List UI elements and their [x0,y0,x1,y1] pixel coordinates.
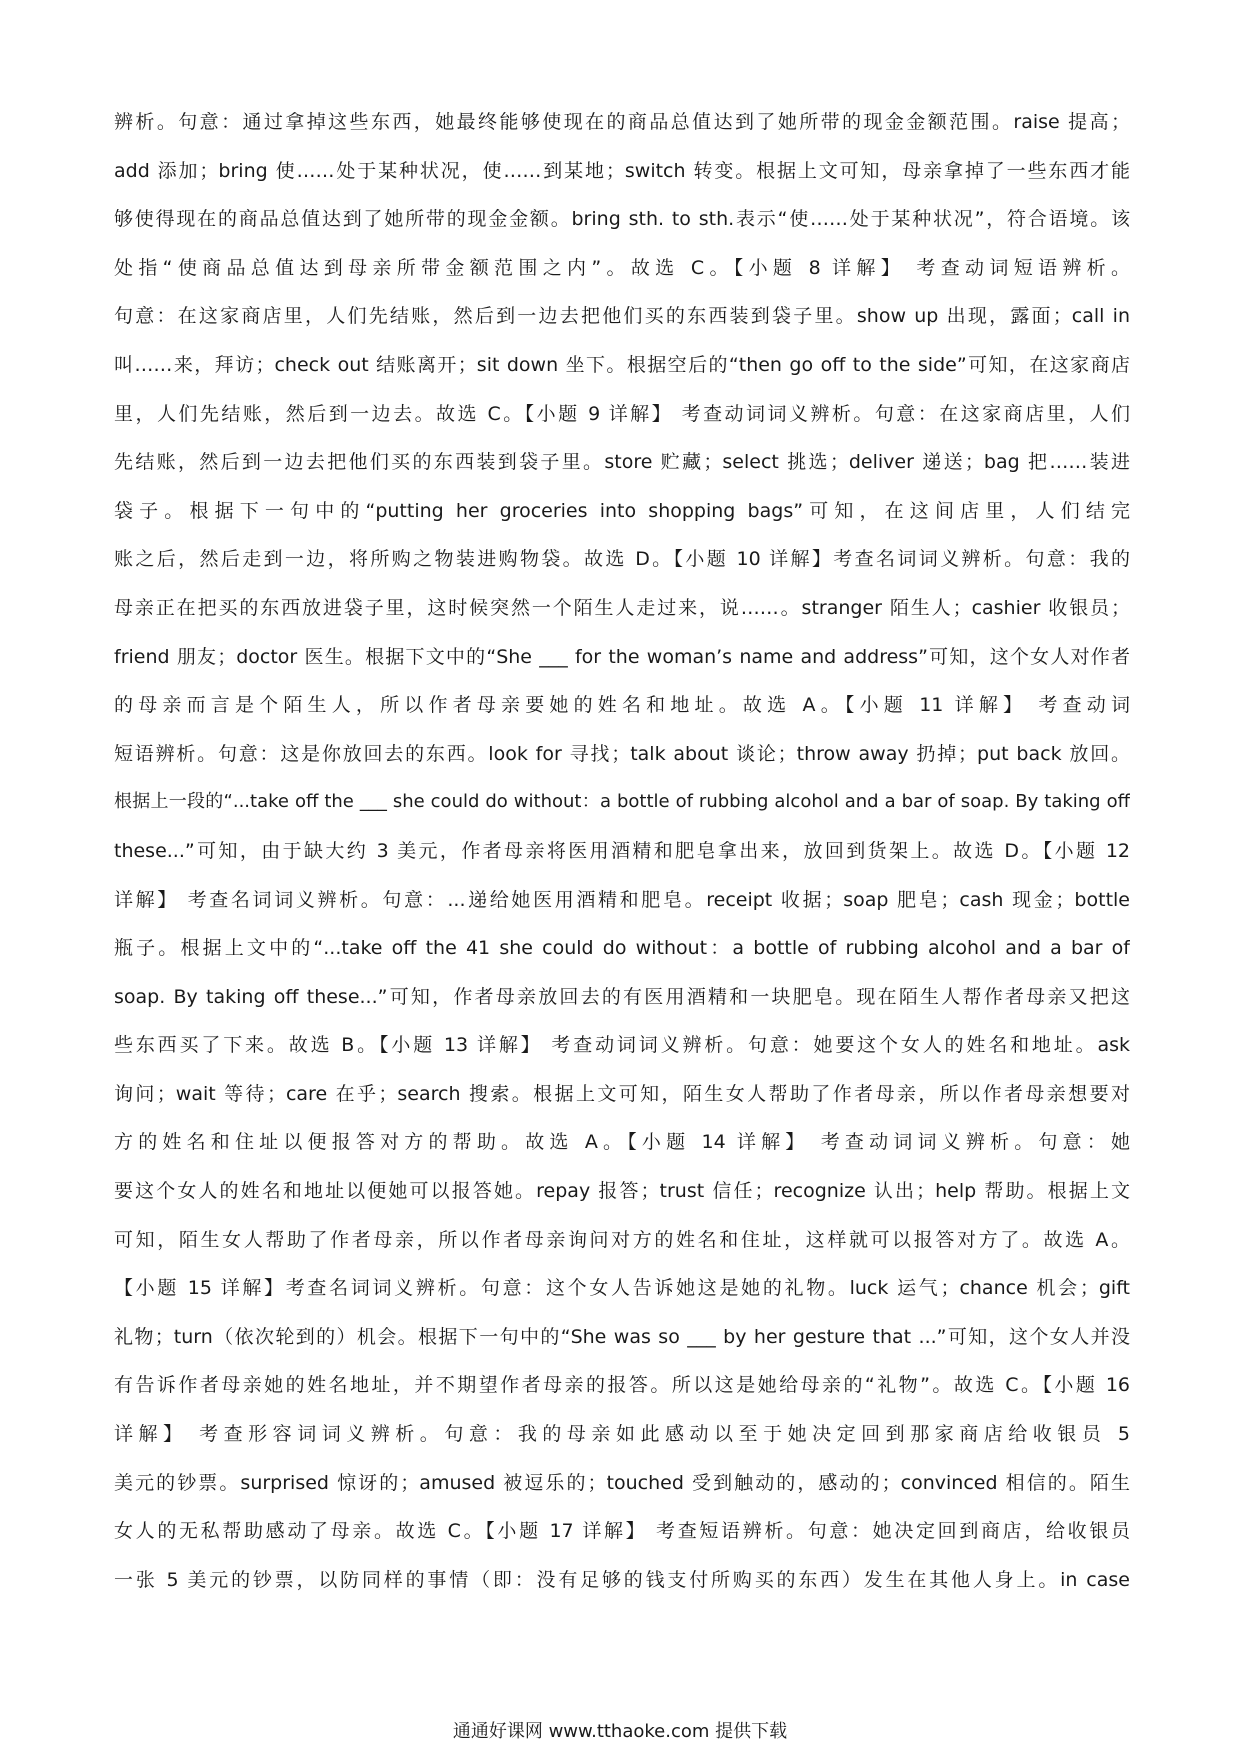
text-line: friend 朋友；doctor 医生。根据下文中的“She ___ for the woman’s name and address”可知，这个女人对作者 [114,645,1130,668]
text-line: soap. By taking off these...”可知，作者母亲放回去的有医用酒精和一块肥皂。现在陌生人帮作者母亲又把这 [114,985,1130,1008]
text-line: 句意：在这家商店里，人们先结账，然后到一边去把他们买的东西装到袋子里。show up 出现，露面；call in [114,305,1130,328]
text-line: 短语辨析。句意：这是你放回去的东西。look for 寻找；talk about 谈论；throw away 扔掉；put back 放回。 [114,742,1130,765]
text-line: 女人的无私帮助感动了母亲。故选 C。【小题 17 详解】 考查短语辨析。句意：她决定回到商店，给收银员 [114,1520,1130,1543]
text-line: 里，人们先结账，然后到一边去。故选 C。【小题 9 详解】 考查动词词义辨析。句意：在这家商店里，人们 [114,402,1130,425]
text-line: 礼物；turn（依次轮到的）机会。根据下一句中的“She was so ___ by her gesture that ...”可知，这个女人并没 [114,1325,1130,1348]
text-line: 美元的钞票。surprised 惊讶的；amused 被逗乐的；touched 受到触动的，感动的；convinced 相信的。陌生 [114,1471,1130,1494]
text-line: 够使得现在的商品总值达到了她所带的现金金额。bring sth. to sth.表示“使……处于某种状况”，符合语境。该 [114,208,1130,231]
text-line: 瓶子。根据上文中的“...take off the 41 she could do without：a bottle of rubbing alcohol and a bar of [114,937,1130,960]
answer-explanation-text [114,98,1130,1604]
text-line: 叫……来，拜访；check out 结账离开；sit down 坐下。根据空后的“then go off to the side”可知，在这家商店 [114,353,1130,376]
text-line: 详解】 考查形容词词义辨析。句意：我的母亲如此感动以至于她决定回到那家商店给收银员 5 [114,1423,1130,1446]
text-line: 方的姓名和住址以便报答对方的帮助。故选 A。【小题 14 详解】 考查动词词义辨析。句意：她 [114,1131,1130,1154]
text-line: 可知，陌生女人帮助了作者母亲，所以作者母亲询问对方的姓名和住址，这样就可以报答对方了。故选 A。 [114,1228,1130,1251]
text-line: 辨析。句意：通过拿掉这些东西，她最终能够使现在的商品总值达到了她所带的现金金额范围。raise 提高； [114,111,1130,133]
text-line: 些东西买了下来。故选 B。【小题 13 详解】 考查动词词义辨析。句意：她要这个女人的姓名和地址。ask [114,1034,1130,1057]
text-line: 一张 5 美元的钞票，以防同样的事情（即：没有足够的钱支付所购买的东西）发生在其他人身上。in case [114,1568,1130,1591]
text-line: add 添加；bring 使……处于某种状况，使……到某地；switch 转变。根据上文可知，母亲拿掉了一些东西才能 [114,159,1130,182]
text-line: 母亲正在把买的东西放进袋子里，这时候突然一个陌生人走过来，说……。stranger 陌生人；cashier 收银员； [114,596,1130,619]
text-line: 根据上一段的“...take off the ___ she could do without：a bottle of rubbing alcohol and a bar of soap. By taking off [114,791,1130,813]
text-line: 要这个女人的姓名和地址以便她可以报答她。repay 报答；trust 信任；recognize 认出；help 帮助。根据上文 [114,1180,1130,1203]
text-line: 的母亲而言是个陌生人，所以作者母亲要她的姓名和地址。故选 A。【小题 11 详解】 考查动词 [114,694,1130,717]
text-line: 袋子。根据下一句中的“putting her groceries into shopping bags”可知，在这间店里，人们结完 [114,499,1130,522]
text-line: 账之后，然后走到一边，将所购之物装进购物袋。故选 D。【小题 10 详解】考查名词词义辨析。句意：我的 [114,548,1130,571]
text-line: 先结账，然后到一边去把他们买的东西装到袋子里。store 贮藏；select 挑选；deliver 递送；bag 把……装进 [114,451,1130,474]
text-line: these...”可知，由于缺大约 3 美元，作者母亲将医用酒精和肥皂拿出来，放回到货架上。故选 D。【小题 12 [114,839,1130,862]
page-footer: 通通好课网 www.tthaoke.com 提供下载 [452,1721,788,1742]
text-line: 处指“使商品总值达到母亲所带金额范围之内”。故选 C。【小题 8 详解】 考查动词短语辨析。 [114,256,1130,279]
text-line: 有告诉作者母亲她的姓名地址，并不期望作者母亲的报答。所以这是她给母亲的“礼物”。故选 C。【小题 16 [114,1374,1130,1397]
text-line: 询问；wait 等待；care 在乎；search 搜索。根据上文可知，陌生女人帮助了作者母亲，所以作者母亲想要对 [114,1082,1130,1105]
text-line: 详解】 考查名词词义辨析。句意：...递给她医用酒精和肥皂。receipt 收据；soap 肥皂；cash 现金；bottle [114,888,1130,911]
text-line: 【小题 15 详解】考查名词词义辨析。句意：这个女人告诉她这是她的礼物。luck 运气；chance 机会；gift [114,1277,1130,1300]
